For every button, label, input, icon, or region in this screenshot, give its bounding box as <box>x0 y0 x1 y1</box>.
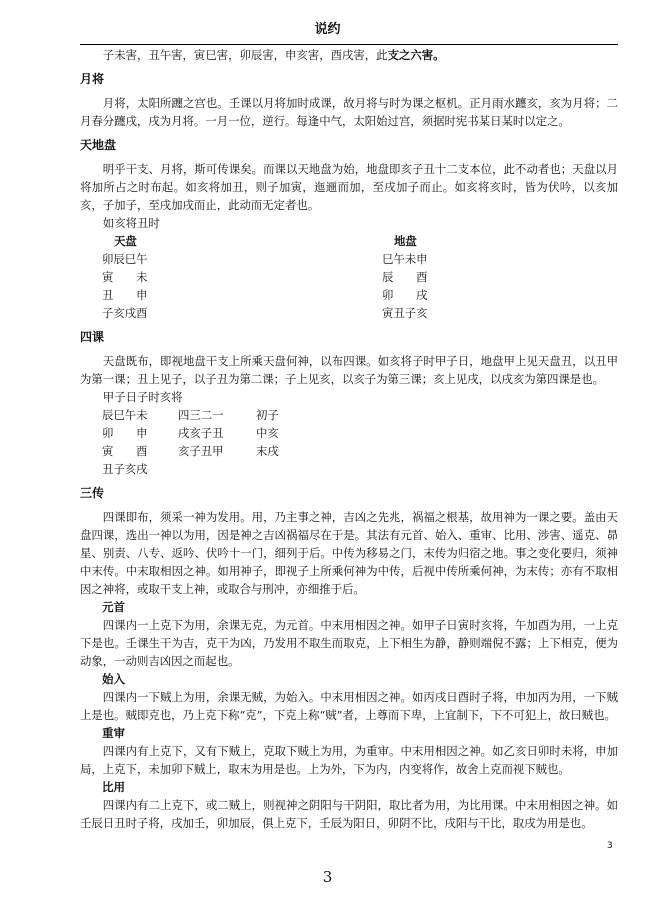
heading-yuejiang: 月将 <box>80 72 105 86</box>
heading-sanchuan: 三传 <box>80 486 105 500</box>
para-yuanshou: 四课内一上克下为用，余课无克，为元首。中末用相因之神。如甲子日寅时亥将，午加酉为用，一上克下是也。壬课生干为吉，克干为凶，乃发用不取生而取克，上下相生为静，静则端倪不露；上下相克，便为动象，一动则吉凶因之而起也。 <box>80 618 618 668</box>
sike-cell: 寅 酉 <box>102 444 148 458</box>
sike-cell: 卯 申 <box>102 426 148 440</box>
header-rule <box>80 44 618 45</box>
sike-cell: 丑子亥戌 <box>102 462 148 476</box>
subheading-yuanshou: 元首 <box>102 600 125 614</box>
sike-cell: 中亥 <box>256 426 279 440</box>
dipan-row: 卯 戌 <box>382 288 428 302</box>
document-body <box>80 46 618 832</box>
example-sike: 甲子日子时亥将 <box>102 390 183 404</box>
sike-cell: 末戌 <box>256 444 279 458</box>
para-chongshen: 四课内有上克下，又有下贼上，克取下贼上为用，为重审。中末用相因之神。如乙亥日卯时未将，申加局，上克下，未加卯下贼上，取末为用是也。上为外，下为内，内变将作，故舍上克而视下贼也。 <box>80 744 618 776</box>
footer-page-number: 3 <box>322 868 333 886</box>
para-tiandipan: 明乎干支、月将，斯可传课矣。而课以天地盘为始，地盘即亥子丑十二支本位，此不动者也；天盘以月将加所占之时布起。如亥将加丑，则子加寅，迤逦而加，至戌加子而止。如亥将亥时，皆为伏吟，以亥加亥，子加子，至戌加戌而止，此动而无定者也。 <box>80 162 618 212</box>
intro-text: 子未害，丑午害，寅巳害，卯辰害，申亥害，酉戌害，此 <box>102 48 388 62</box>
tianpan-row: 丑 申 <box>102 288 148 302</box>
sike-cell: 初子 <box>256 408 279 422</box>
tianpan-row: 卯辰巳午 <box>102 252 148 266</box>
sike-cell: 辰巳午未 <box>102 408 148 422</box>
sike-table <box>80 406 618 478</box>
para-shiru: 四课内一下贼上为用，余课无贼，为始入。中末用相因之神。如丙戌日酉时子将，申加丙为用，一下贼上是也。贼即克也，乃上克下称“克”，下克上称“贼”者，上尊而下卑，上宜制下，下不可犯上，故曰贼也。 <box>80 690 618 722</box>
dipan-label: 地盘 <box>394 234 417 248</box>
running-header-title: 说约 <box>314 22 341 37</box>
tiandipan-table <box>80 232 618 322</box>
tianpan-row: 子亥戌酉 <box>102 306 148 320</box>
example-tiandipan: 如亥将丑时 <box>102 216 160 230</box>
intro-bold-term: 支之六害。 <box>387 48 445 62</box>
sike-cell: 戌亥子丑 <box>178 426 224 440</box>
subheading-biyong: 比用 <box>102 780 125 794</box>
para-sike: 天盘既布，即视地盘干支上所乘天盘何神，以布四课。如亥将子时甲子日，地盘甲上见天盘丑，以丑甲为第一课；丑上见子，以子丑为第二课；子上见亥，以亥子为第三课；亥上见戌，以戌亥为第四课是也。 <box>80 354 618 386</box>
dipan-row: 辰 酉 <box>382 270 428 284</box>
heading-tiandipan: 天地盘 <box>80 138 117 152</box>
heading-sike: 四课 <box>80 330 105 344</box>
subheading-shiru: 始入 <box>102 672 125 686</box>
tianpan-row: 寅 未 <box>102 270 148 284</box>
page-corner-number: 3 <box>607 841 613 851</box>
dipan-row: 巳午未申 <box>382 252 428 266</box>
dipan-row: 寅丑子亥 <box>382 306 428 320</box>
para-biyong: 四课内有二上克下，或二贼上，则视神之阴阳与干阴阳，取比者为用，为比用课。中末用相因之神。如壬辰日丑时子将，戌加壬，卯加辰，俱上克下，壬辰为阳日，卯阴不比，戌阳与干比，取戌为用是也。 <box>80 798 618 830</box>
tianpan-label: 天盘 <box>114 234 137 248</box>
sike-cell: 亥子丑甲 <box>178 444 224 458</box>
intro-line <box>80 46 618 64</box>
para-sanchuan: 四课即布，须采一神为发用。用，乃主事之神，吉凶之先兆，祸福之根基，故用神为一课之要。盖由天盘四课，选出一神以为用，因是神之吉凶祸福尽在于是。其法有元首、始入、重审、比用、涉害、遥克、昴星、别责、八专、返吟、伏吟十一门，细列于后。中传为移易之门，末传为归宿之地。事之变化要归，须神中末传。中末取相因之神。如用神子，即视子上所乘何神为中传，后视中传所乘何神，为末传；亦有不取相因之神将，或取干支上神，或取合与刑冲，亦细推于后。 <box>80 510 618 596</box>
para-yuejiang: 月将，太阳所躔之宫也。壬课以月将加时成课，故月将与时为课之枢机。正月雨水躔亥，亥为月将；二月春分躔戌，戌为月将。一月一位，逆行。每逢中气，太阳始过宫，须据时宪书某日某时以定之。 <box>80 96 618 128</box>
sike-cell: 四三二一 <box>178 408 224 422</box>
subheading-chongshen: 重审 <box>102 726 125 740</box>
